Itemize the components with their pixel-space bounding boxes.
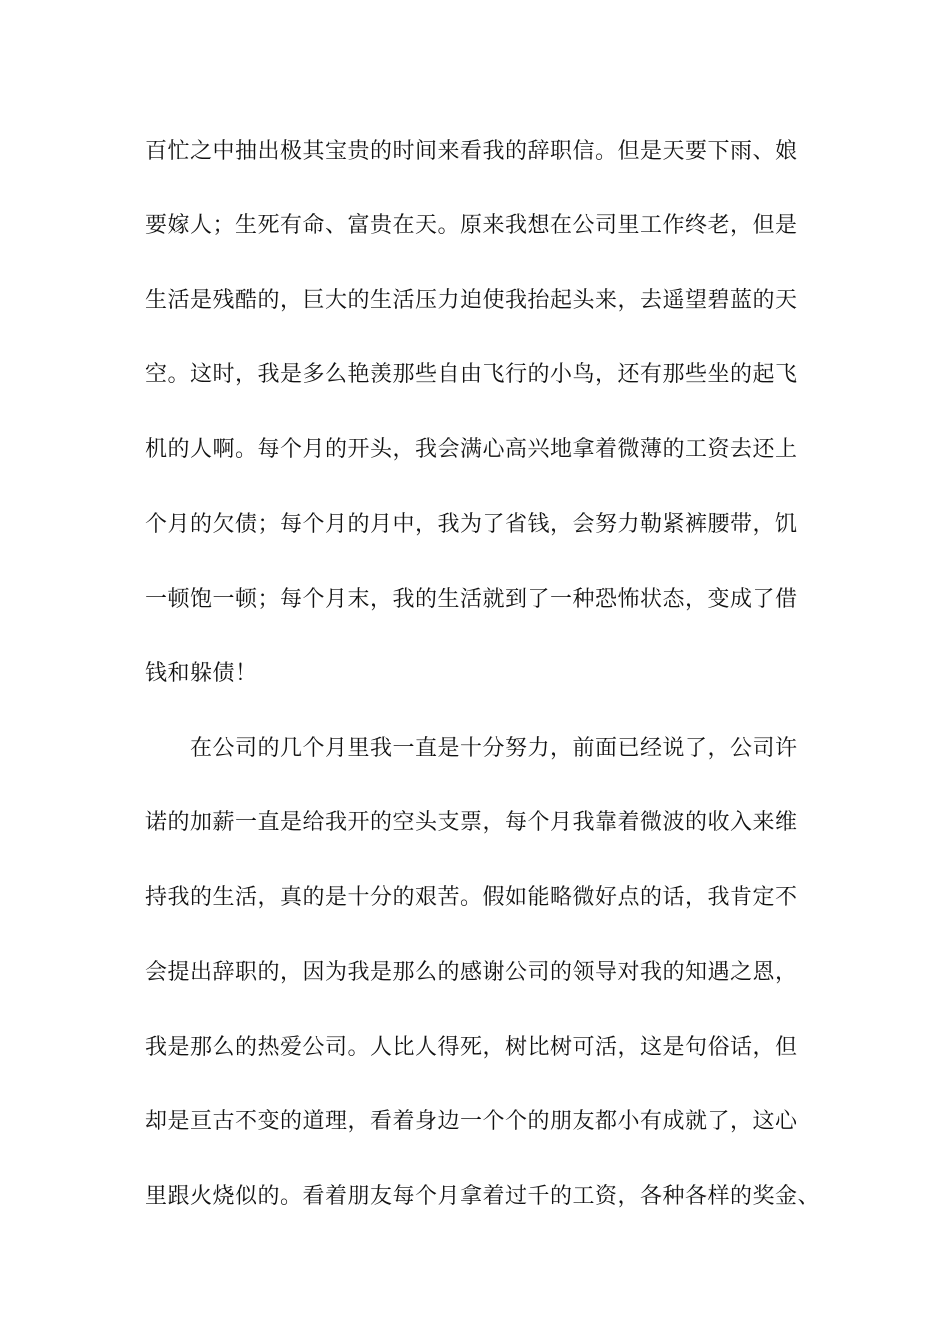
text-line-15: 里跟火烧似的。看着朋友每个月拿着过千的工资，各种各样的奖金、 [145,1184,821,1209]
text-line-7: 一顿饱一顿；每个月末，我的生活就到了一种恐怖状态，变成了借 [145,587,798,612]
text-line-11: 持我的生活，真的是十分的艰苦。假如能略微好点的话，我肯定不 [145,885,798,910]
text-line-10: 诺的加薪一直是给我开的空头支票，每个月我靠着微波的收入来维 [145,810,798,835]
text-line-4: 空。这时，我是多么艳羡那些自由飞行的小鸟，还有那些坐的起飞 [145,362,798,387]
text-line-13: 我是那么的热爱公司。人比人得死，树比树可活，这是句俗话，但 [145,1035,798,1060]
text-line-12: 会提出辞职的，因为我是那么的感谢公司的领导对我的知遇之恩， [145,960,798,985]
text-line-6: 个月的欠债；每个月的月中，我为了省钱，会努力勒紧裤腰带，饥 [145,512,798,537]
text-line-14: 却是亘古不变的道理，看着身边一个个的朋友都小有成就了，这心 [145,1109,798,1134]
text-line-2: 要嫁人；生死有命、富贵在天。原来我想在公司里工作终老，但是 [145,213,798,238]
text-line-5: 机的人啊。每个月的开头，我会满心高兴地拿着微薄的工资去还上 [145,437,798,462]
text-line-1: 百忙之中抽出极其宝贵的时间来看我的辞职信。但是天要下雨、娘 [145,139,798,164]
text-line-9-paragraph-start: 在公司的几个月里我一直是十分努力，前面已经说了，公司许 [190,736,798,761]
text-line-8: 钱和躲债！ [145,661,258,686]
text-line-3: 生活是残酷的，巨大的生活压力迫使我抬起头来，去遥望碧蓝的天 [145,288,798,313]
